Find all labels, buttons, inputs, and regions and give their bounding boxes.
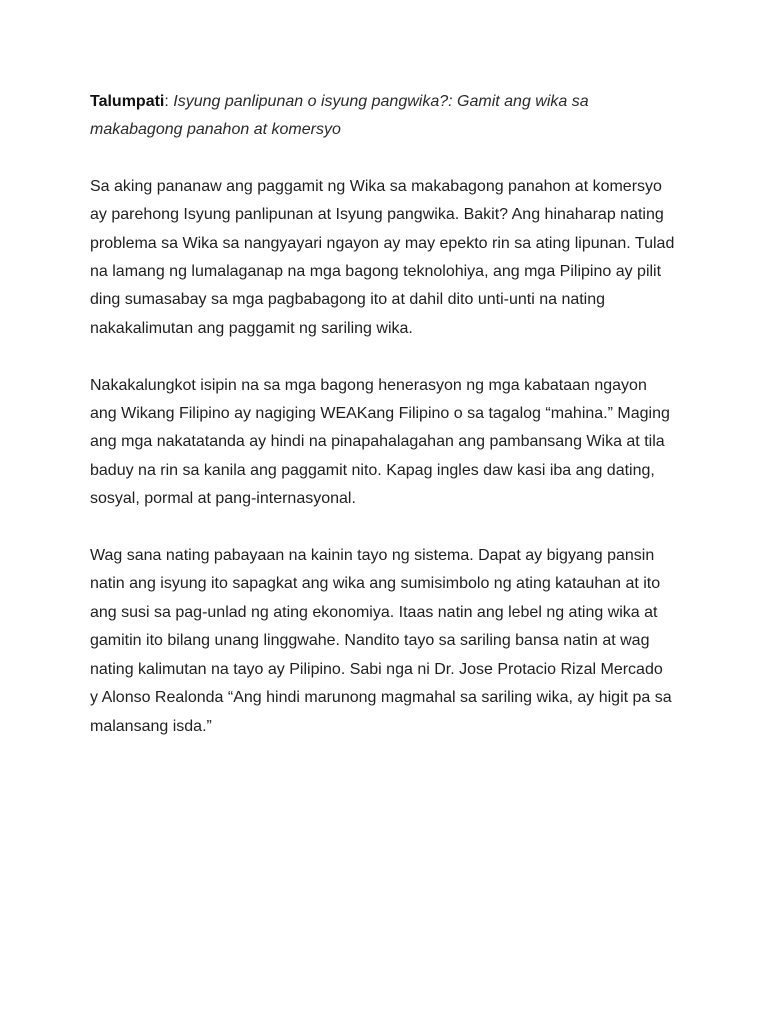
title-text: Isyung panlipunan o isyung pangwika?: Gamit ang wika sa makabagong panahon at komersyo bbox=[90, 93, 589, 139]
title-label: Talumpati bbox=[90, 93, 165, 110]
paragraph-1: Sa aking pananaw ang paggamit ng Wika sa makabagong panahon at komersyo ay parehong Isyung panlipunan at Isyung pangwika. Bakit? Ang hinaharap nating problema sa Wika sa nangyayari ngayon ay may epekto rin sa ating lipunan. Tulad na lamang ng lumalaganap na mga bagong teknolohiya, ang mga Pilipino ay pilit ding sumasabay sa mga pagbabagong ito at dahil dito unti-unti na nating nakakalimutan ang paggamit ng sariling wika. bbox=[90, 177, 675, 337]
paragraph-3: Wag sana nating pabayaan na kainin tayo ng sistema. Dapat ay bigyang pansin natin ang isyung ito sapagkat ang wika ang sumisimbolo ng ating katauhan at ito ang susi sa pag-unlad ng ating ekonomiya. Itaas natin ang lebel ng ating wika at gamitin ito bilang unang linggwahe. Nandito tayo sa sariling bansa natin at wag nating kalimutan na tayo ay Pilipino. Sabi nga ni Dr. Jose Protacio Rizal Mercado y Alonso Realonda “Ang hindi marunong magmahal sa sariling wika, ay higit pa sa malansang isda.” bbox=[90, 547, 672, 735]
document-title bbox=[90, 88, 675, 145]
paragraph-2: Nakakalungkot isipin na sa mga bagong henerasyon ng mga kabataan ngayon ang Wikang Filipino ay nagiging WEAKang Filipino o sa tagalog “mahina.” Maging ang mga nakatatanda ay hindi na pinapahalagahan ang pambansang Wika at tila baduy na rin sa kanila ang paggamit nito. Kapag ingles daw kasi iba ang dating, sosyal, pormal at pang-internasyonal. bbox=[90, 376, 670, 508]
document-body bbox=[90, 88, 675, 769]
title-separator: : bbox=[164, 93, 174, 110]
